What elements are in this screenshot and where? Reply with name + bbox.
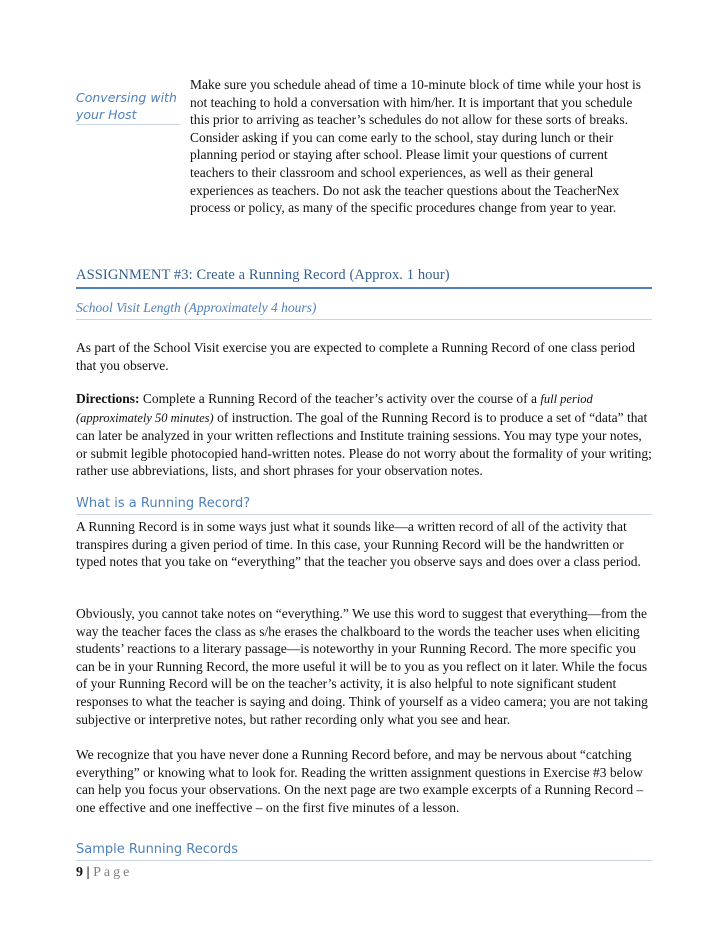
page-number: 9 — [76, 865, 83, 880]
what-is-running-record-heading: What is a Running Record? — [76, 496, 251, 511]
page-footer — [76, 865, 132, 881]
assignment-heading-rule — [76, 287, 652, 289]
directions-text-a: Complete a Running Record of the teacher’s activity over the course of a — [139, 391, 541, 406]
assignment-heading: ASSIGNMENT #3: Create a Running Record (Approx. 1 hour) — [76, 267, 450, 283]
directions-text-b: of instruction. The goal of the Running Record is to produce a set of “data” that can later be analyzed in your written reflections and Institute training sessions. You may type your notes, or submit legible photocopied hand-written notes. Please do not worry about the formality of your writing; rather use abbreviations, lists, and short phrases for your observation notes. — [76, 409, 652, 479]
sample-heading-rule — [76, 860, 652, 861]
page-label: Page — [93, 865, 133, 880]
directions-label: Directions: — [76, 391, 140, 406]
running-record-definition-paragraph: A Running Record is in some ways just what it sounds like—a written record of all of the activity that transpires during a given period of time. In this case, your Running Record will be the handwritten or typed notes that you take on “everything” that the teacher you observe says and does over a class period. — [76, 519, 641, 570]
footer-separator: | — [86, 865, 90, 880]
school-visit-length: School Visit Length (Approximately 4 hours) — [76, 300, 317, 315]
assignment-intro-paragraph: As part of the School Visit exercise you are expected to complete a Running Record of one class period that you observe. — [76, 340, 636, 373]
side-note-divider — [76, 124, 180, 125]
side-note-conversing-with-host: Conversing with your Host — [76, 90, 177, 122]
directions-full-period: full period (approximately 50 minutes) — [76, 392, 593, 425]
sample-running-records-heading: Sample Running Records — [76, 842, 238, 857]
what-is-heading-rule — [76, 514, 652, 515]
everything-paragraph: Obviously, you cannot take notes on “everything.” We use this word to suggest that everything—from the way the teacher faces the class as s/he erases the chalkboard to the words the teacher uses when eliciting students’ reactions to a literary passage—is noteworthy in your Running Record. The more specific you can be in your Running Record, the more useful it will be to you as you reflect on it later. While the focus of your Running Record will be on the teacher’s activity, it is also helpful to note significant student responses to what the teacher is saying and doing. Think of yourself as a video camera; you are not taking subjective or interpretive notes, but rather recording only what you see and hear. — [76, 606, 648, 727]
never-done-paragraph: We recognize that you have never done a Running Record before, and may be nervous about “catching everything” or knowing what to look for. Reading the written assignment questions in Exercise #3 below can help you focus your observations. On the next page are two example excerpts of a Running Record – one effective and one ineffective – on the first five minutes of a lesson. — [76, 747, 644, 815]
host-conversation-paragraph: Make sure you schedule ahead of time a 10-minute block of time while your host is not teaching to hold a conversation with him/her. It is important that you schedule this prior to arriving as teacher’s schedules do not allow for these sorts of breaks. Consider asking if you can come early to the school, stay during lunch or their planning period or staying after school. Please limit your questions of current teachers to their classroom and school experiences, as well as their general experiences as teachers. Do not ask the teacher questions about the TeacherNex process or policy, as many of the specific procedures change from year to year. — [190, 77, 642, 216]
directions-paragraph — [76, 390, 656, 480]
visit-length-rule — [76, 319, 652, 320]
